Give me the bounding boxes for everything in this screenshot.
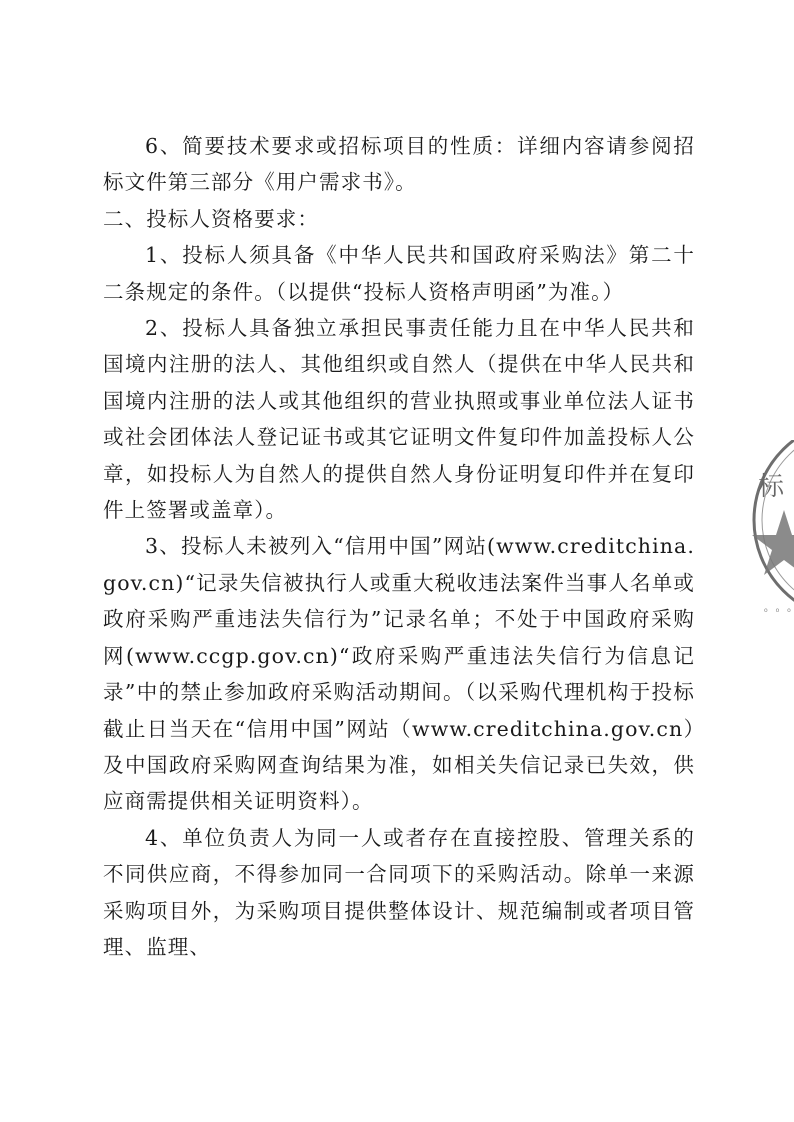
seal-stamp-icon — [744, 440, 794, 640]
qualification-item-3: 3、投标人未被列入“信用中国”网站(www.creditchina.gov.cn)“记录失信被执行人或重大税收违法案件当事人名单或政府采购严重违法失信行为”记录名单；不处于中国政府采购网(www.ccgp.gov.cn)“政府采购严重违法失信行为信息记录”中的禁止参加政府采购活动期间。（以采购代理机构于投标截止日当天在“信用中国”网站（www.creditchina.gov.cn）及中国政府采购网查询结果为准，如相关失信记录已失效，供应商需提供相关证明资料）。 — [103, 534, 695, 814]
svg-text:o o o: o o o — [764, 607, 794, 614]
qualification-item-1: 1、投标人须具备《中华人民共和国政府采购法》第二十二条规定的条件。（以提供“投标人资格声明函”为准。） — [103, 243, 695, 304]
document-body — [103, 128, 695, 965]
section-heading-qualifications: 二、投标人资格要求： — [103, 206, 319, 231]
qualification-item-2: 2、投标人具备独立承担民事责任能力且在中华人民共和国境内注册的法人、其他组织或自然人（提供在中华人民共和国境内注册的法人或其他组织的营业执照或事业单位法人证书或社会团体法人登记证书或其它证明文件复印件加盖投标人公章，如投标人为自然人的提供自然人身份证明复印件并在复印件上签署或盖章）。 — [103, 316, 695, 523]
seal-text: 标 — [758, 472, 785, 502]
qualification-item-4: 4、单位负责人为同一人或者存在直接控股、管理关系的不同供应商，不得参加同一合同项下的采购活动。除单一来源采购项目外，为采购项目提供整体设计、规范编制或者项目管理、监理、 — [103, 825, 695, 959]
paragraph-item-6: 6、简要技术要求或招标项目的性质：详细内容请参阅招标文件第三部分《用户需求书》。 — [103, 134, 695, 195]
partial-seal-stamp — [744, 440, 794, 640]
